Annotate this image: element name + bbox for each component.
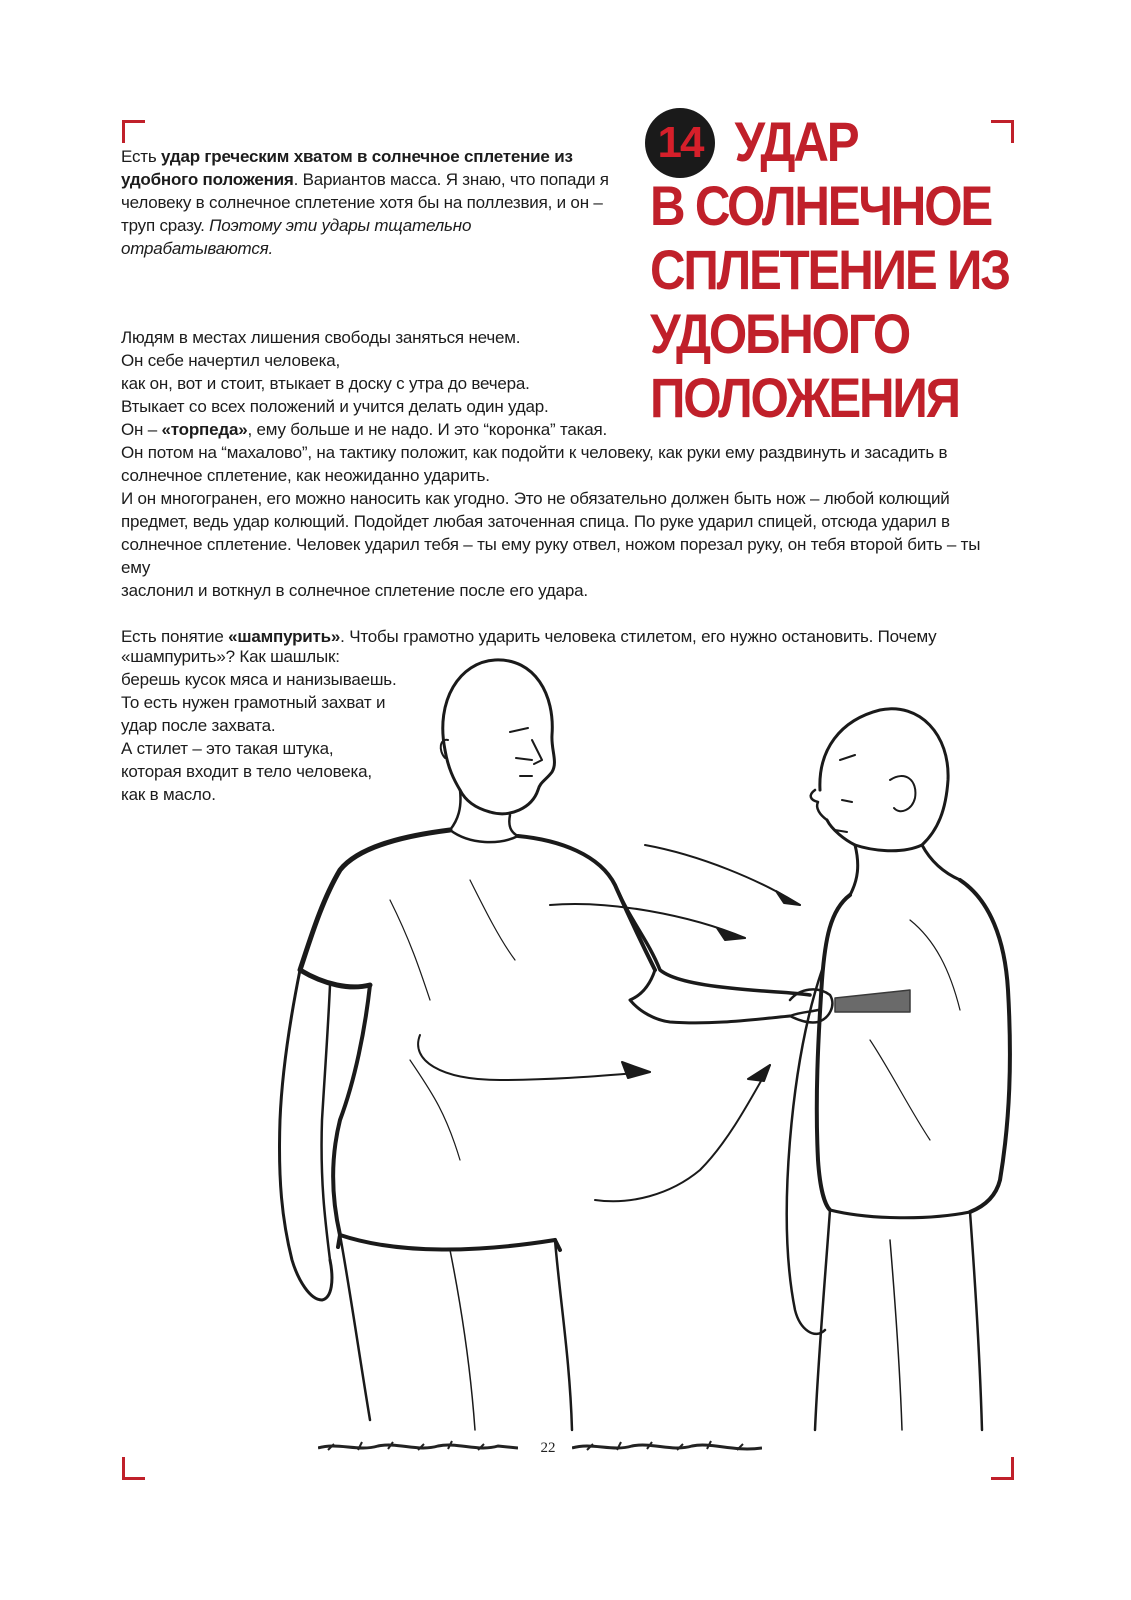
heading-line-5: ПОЛОЖЕНИЯ: [650, 366, 959, 429]
body-line: «шампурить»? Как шашлык:: [121, 647, 340, 666]
chapter-number-badge: 14: [645, 108, 715, 178]
crop-mark-bottom-right: [991, 1457, 1014, 1480]
intro-italic: Поэтому эти удары тщательно отрабатываются.: [121, 216, 472, 258]
body-line: Втыкает со всех положений и учится делать один удар.: [121, 397, 549, 416]
page-number: 22: [540, 1440, 556, 1456]
arrow-head: [622, 1062, 650, 1078]
sham-post: . Чтобы грамотно ударить человека стилетом, его нужно остановить. Почему: [340, 627, 937, 646]
paragraph-mahalovo: Он потом на “махалово”, на тактику положит, как подойти к человеку, как руки ему раздвинуть и засадить в солнечное сплетение, как неожиданно ударить.: [121, 443, 948, 485]
left-man-figure: [280, 660, 819, 1430]
torpeda-post: , ему больше и не надо. И это “коронка” такая.: [247, 420, 608, 439]
crop-mark-top-right: [991, 120, 1014, 143]
body-line: как в масло.: [121, 785, 216, 804]
chapter-heading: [650, 110, 1009, 430]
crop-mark-top-left: [122, 120, 145, 143]
body-line: которая входит в тело человека,: [121, 762, 372, 781]
footer-ornament-left: [318, 1436, 518, 1458]
body-line: берешь кусок мяса и нанизываешь.: [121, 670, 397, 689]
body-line: А стилет – это такая штука,: [121, 739, 334, 758]
heading-line-2: В СОЛНЕЧНОЕ: [650, 174, 991, 237]
motion-arrows: [418, 845, 800, 1201]
spacer: [121, 602, 983, 625]
stiletto-blade: [835, 990, 910, 1012]
right-man-figure: [787, 709, 1010, 1430]
body-lines-a: [121, 326, 641, 441]
crop-mark-bottom-left: [122, 1457, 145, 1480]
body-line: Людям в местах лишения свободы заняться нечем.: [121, 328, 521, 347]
paragraph-mnogogranen: И он многогранен, его можно наносить как угодно. Это не обязательно должен быть нож – любой колющий предмет, ведь удар колющий. Подойдет любая заточенная спица. По руке ударил спицей, отсюда ударил в солнечное сплетение. Человек ударил тебя – ты ему руку отвел, ножом порезал руку, он тебя второй бить – ты ему: [121, 489, 981, 577]
torpeda-pre: Он –: [121, 420, 162, 439]
illustration-two-men-strike: [270, 640, 1030, 1440]
paragraph-zaslonil: заслонил и воткнул в солнечное сплетение после его удара.: [121, 581, 588, 600]
sham-pre: Есть понятие: [121, 627, 229, 646]
torpeda-bold: «торпеда»: [161, 420, 248, 439]
heading-line-3: СПЛЕТЕНИЕ ИЗ: [650, 238, 1009, 301]
arrow-head: [776, 891, 800, 905]
heading-line-4: УДОБНОГО: [650, 302, 909, 365]
body-line: удар после захвата.: [121, 716, 276, 735]
body-line: как он, вот и стоит, втыкает в доску с утра до вечера.: [121, 374, 530, 393]
footer-ornament-right: [572, 1436, 762, 1458]
body-paragraphs: [121, 441, 983, 648]
arrow-head: [717, 928, 745, 940]
intro-text-pre: Есть: [121, 147, 162, 166]
torpeda-line: [121, 418, 641, 441]
intro-bold-title: удар греческим хватом в солнечное сплетение из удобного положения: [121, 147, 573, 189]
arrow-head: [748, 1065, 770, 1081]
sham-bold: «шампурить»: [228, 627, 341, 646]
intro-paragraph: [121, 145, 621, 260]
intro-text-post: . Вариантов масса. Я знаю, что попади я человеку в солнечное сплетение хотя бы на поллезвия, и он – труп сразу.: [121, 170, 609, 235]
body-line: То есть нужен грамотный захват и: [121, 693, 386, 712]
heading-line-1: УДАР: [734, 110, 858, 173]
body-line: Он себе начертил человека,: [121, 351, 341, 370]
